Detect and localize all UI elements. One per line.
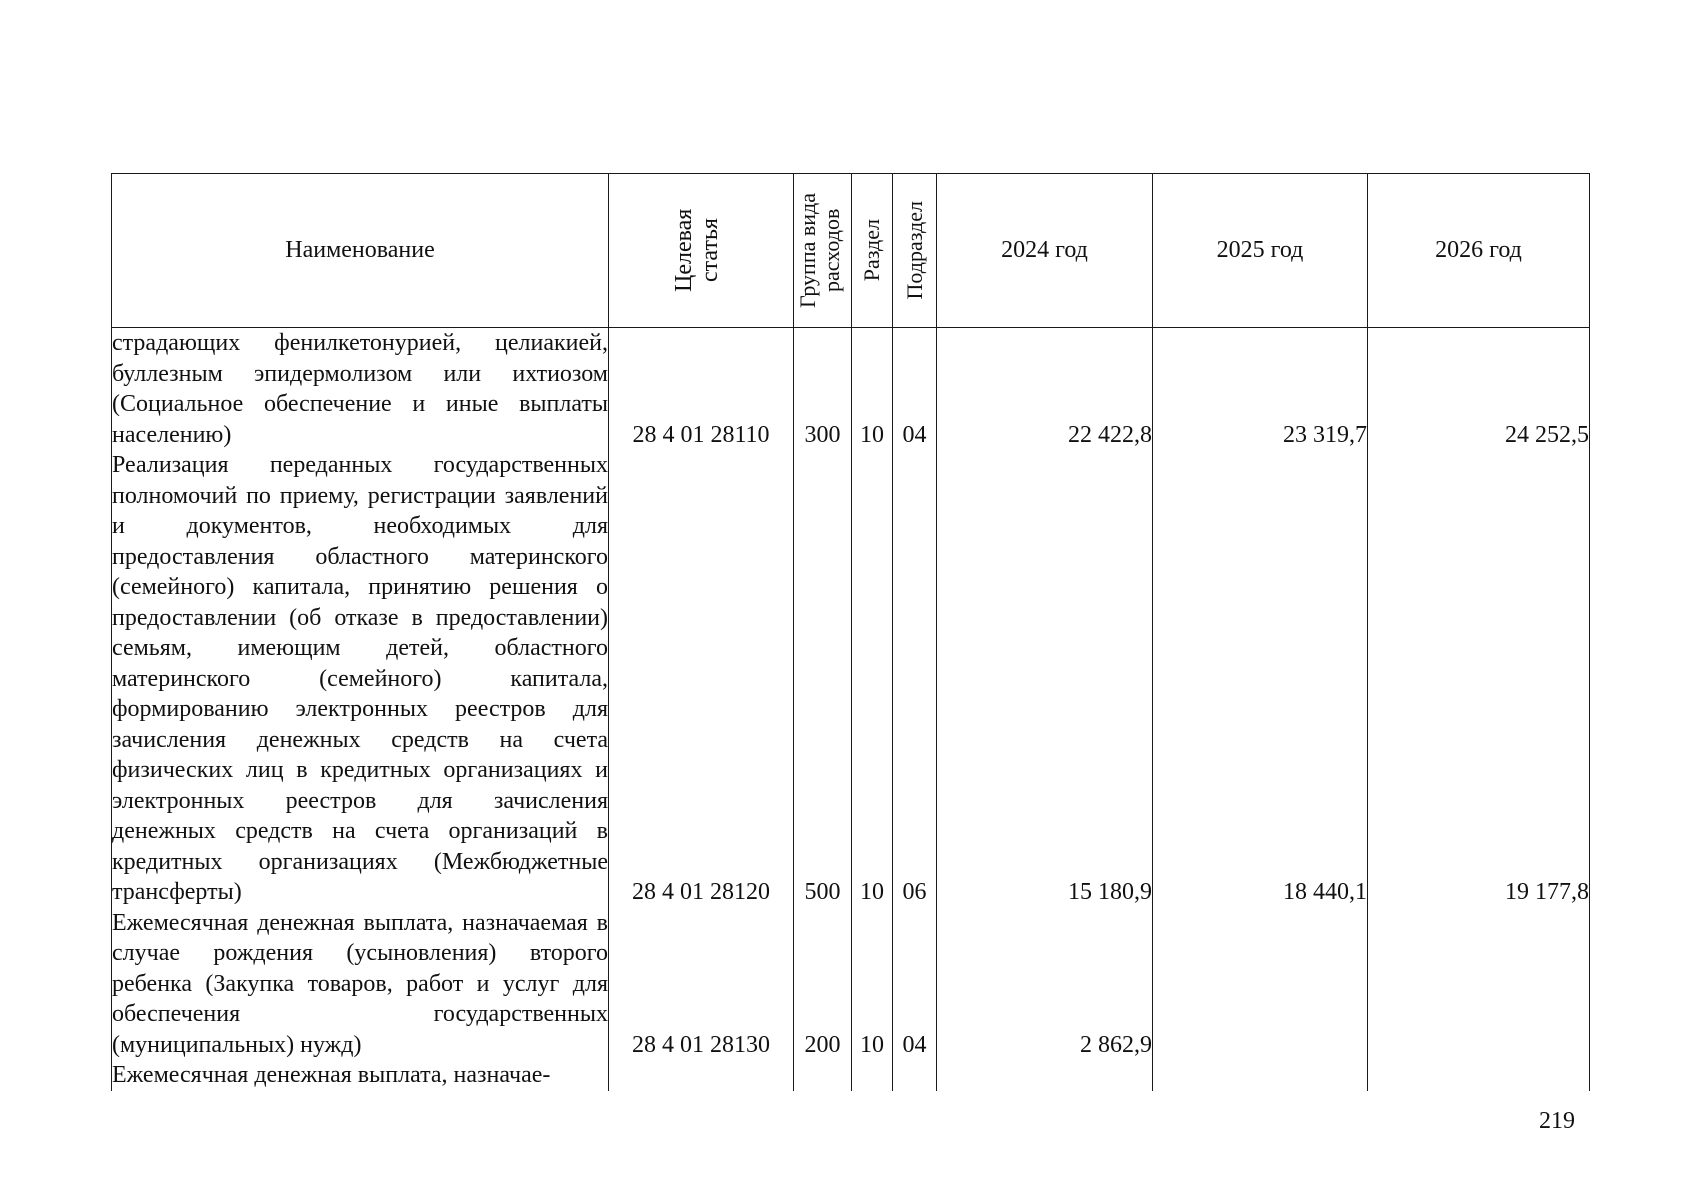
row-name: страдающих фенилкетонурией, целиакией, буллезным эпидермолизом или ихтиозом (Социальное обеспечение и иные выплаты населению) xyxy=(112,328,609,451)
row-expense-group: 300 xyxy=(794,328,852,451)
row-value-2024 xyxy=(937,1060,1153,1091)
row-section: 10 xyxy=(852,450,893,908)
row-subsection: 04 xyxy=(893,908,937,1061)
row-expense-group: 500 xyxy=(794,450,852,908)
header-expense-group: Группа вида расходов xyxy=(794,174,852,328)
table-header-row xyxy=(112,174,1590,328)
page-number: 219 xyxy=(1539,1108,1575,1134)
row-target-article: 28 4 01 28130 xyxy=(609,908,794,1061)
row-value-2024: 2 862,9 xyxy=(937,908,1153,1061)
row-name: Ежемесячная денежная выплата, назначае- xyxy=(112,1060,609,1091)
row-section: 10 xyxy=(852,908,893,1061)
table-row xyxy=(112,1060,1590,1091)
row-value-2026 xyxy=(1368,908,1590,1061)
row-name: Ежемесячная денежная выплата, назначаемая в случае рождения (усыновления) второго ребенка (Закупка товаров, работ и услуг для обеспечения государственных (муниципальных) нужд) xyxy=(112,908,609,1061)
header-2025: 2025 год xyxy=(1153,174,1368,328)
header-section: Раздел xyxy=(852,174,893,328)
header-2026: 2026 год xyxy=(1368,174,1590,328)
table-row xyxy=(112,328,1590,451)
table-row xyxy=(112,450,1590,908)
row-subsection xyxy=(893,1060,937,1091)
row-value-2025 xyxy=(1153,908,1368,1061)
header-2024: 2024 год xyxy=(937,174,1153,328)
table-row xyxy=(112,908,1590,1061)
row-value-2026 xyxy=(1368,1060,1590,1091)
row-expense-group xyxy=(794,1060,852,1091)
header-target-article: Целевая статья xyxy=(609,174,794,328)
header-name: Наименование xyxy=(112,174,609,328)
row-target-article: 28 4 01 28110 xyxy=(609,328,794,451)
row-section xyxy=(852,1060,893,1091)
row-value-2025: 18 440,1 xyxy=(1153,450,1368,908)
row-section: 10 xyxy=(852,328,893,451)
row-target-article xyxy=(609,1060,794,1091)
budget-table xyxy=(111,173,1590,1091)
row-value-2025: 23 319,7 xyxy=(1153,328,1368,451)
row-name: Реализация переданных государственных полномочий по приему, регистрации заявлений и документов, необходимых для предоставления областного материнского (семейного) капитала, принятию решения о предоставлении (об отказе в предоставлении) семьям, имеющим детей, областного материнского (семейного) капитала, формированию электронных реестров для зачисления денежных средств на счета физических лиц в кредитных организациях и электронных реестров для зачисления денежных средств на счета организаций в кредитных организациях (Межбюджетные трансферты) xyxy=(112,450,609,908)
row-value-2026: 19 177,8 xyxy=(1368,450,1590,908)
row-value-2025 xyxy=(1153,1060,1368,1091)
row-value-2024: 22 422,8 xyxy=(937,328,1153,451)
header-subsection: Подраздел xyxy=(893,174,937,328)
row-expense-group: 200 xyxy=(794,908,852,1061)
row-value-2026: 24 252,5 xyxy=(1368,328,1590,451)
row-value-2024: 15 180,9 xyxy=(937,450,1153,908)
row-subsection: 06 xyxy=(893,450,937,908)
row-subsection: 04 xyxy=(893,328,937,451)
row-target-article: 28 4 01 28120 xyxy=(609,450,794,908)
